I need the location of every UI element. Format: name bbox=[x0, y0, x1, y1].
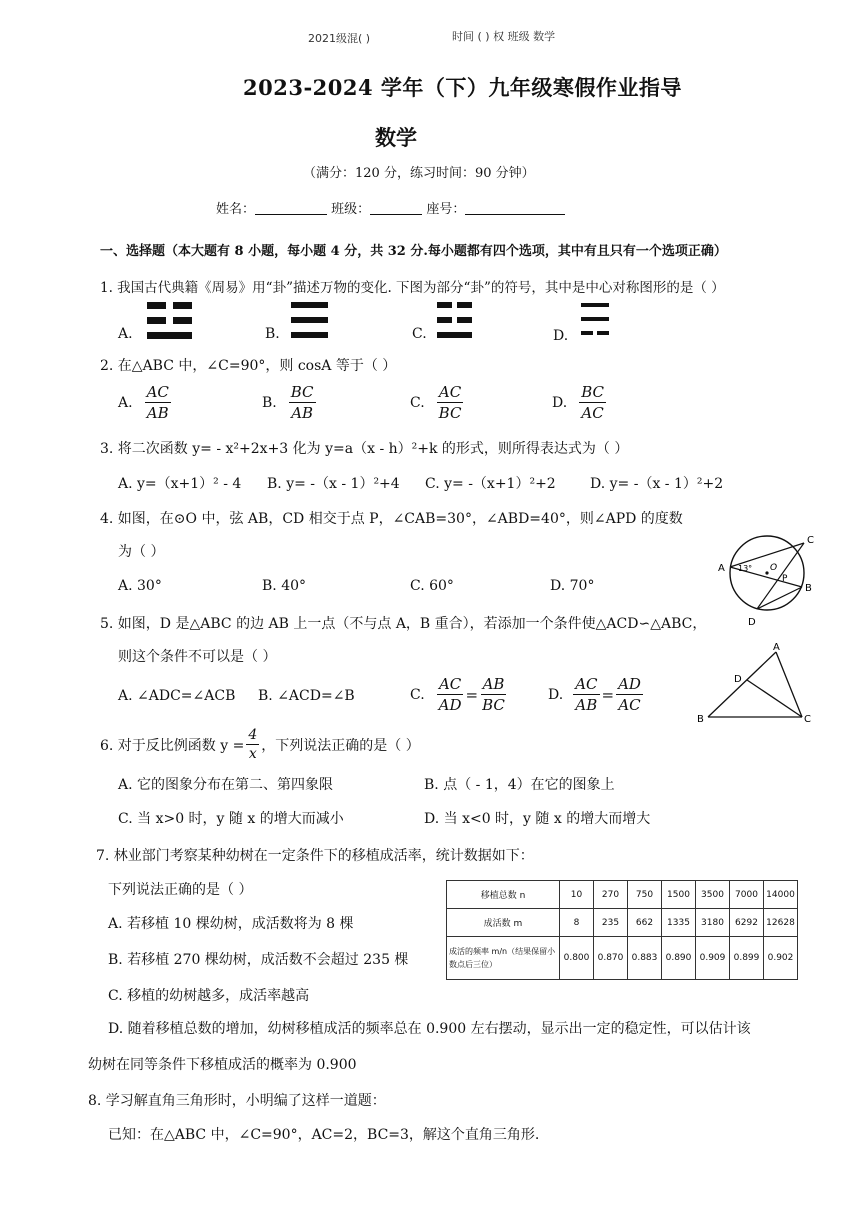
q7-sub: 下列说法正确的是（ ） bbox=[108, 882, 253, 898]
denominator: AD bbox=[438, 696, 462, 714]
table-cell: 1500 bbox=[662, 881, 696, 909]
segment-cd bbox=[747, 680, 802, 717]
q2-stem: 2. 在△ABC 中，∠C=90°，则 cosA 等于（ ） bbox=[100, 358, 397, 374]
denominator: AB bbox=[575, 696, 598, 714]
q3-option-d[interactable]: D. y= -（x - 1）²+2 bbox=[590, 476, 724, 492]
table-cell: 0.902 bbox=[764, 937, 798, 980]
q1-label-c: C. bbox=[412, 326, 427, 342]
numerator: AD bbox=[618, 675, 641, 693]
q5-stem-cont: 则这个条件不可以是（ ） bbox=[118, 649, 277, 665]
numerator: AB bbox=[482, 675, 505, 693]
q2-fraction-d bbox=[579, 382, 606, 423]
q8-sub: 已知：在△ABC 中，∠C=90°，AC=2，BC=3，解这个直角三角形. bbox=[108, 1127, 540, 1143]
denominator: BC bbox=[438, 404, 462, 422]
q2-fraction-c bbox=[437, 382, 464, 423]
class-blank bbox=[370, 202, 422, 215]
table-cell: 0.883 bbox=[628, 937, 662, 980]
q2-label-b: B. bbox=[262, 394, 277, 411]
side-ab bbox=[708, 652, 776, 717]
q1-label-a: A. bbox=[118, 326, 133, 342]
q4-circle-figure bbox=[712, 525, 817, 630]
table-cell: 6292 bbox=[730, 909, 764, 937]
equals-sign: = bbox=[465, 685, 479, 704]
q2-option-d[interactable] bbox=[552, 382, 608, 423]
label-p: P bbox=[782, 574, 788, 584]
table-row bbox=[447, 881, 798, 909]
label-o: O bbox=[770, 563, 778, 573]
q5-triangle-figure bbox=[690, 640, 815, 730]
label-d: D bbox=[734, 674, 742, 685]
q5-label-d: D. bbox=[548, 686, 564, 703]
table-cell: 0.800 bbox=[560, 937, 594, 980]
q1-figure-b-trigram bbox=[291, 300, 329, 344]
q2-option-c[interactable] bbox=[410, 382, 465, 423]
name-label: 姓名： bbox=[216, 202, 256, 217]
q6-option-d[interactable]: D. 当 x<0 时，y 随 x 的增大而增大 bbox=[424, 811, 651, 827]
table-cell: 235 bbox=[594, 909, 628, 937]
q5-fraction-d-left bbox=[573, 674, 599, 715]
q6-option-a[interactable]: A. 它的图象分布在第二、第四象限 bbox=[118, 777, 334, 793]
numerator: 4 bbox=[248, 727, 258, 743]
student-info-row bbox=[216, 198, 565, 217]
q2-label-d: D. bbox=[552, 394, 568, 411]
side-ac bbox=[776, 652, 802, 717]
denominator: AC bbox=[581, 404, 604, 422]
q2-option-b[interactable] bbox=[262, 382, 318, 423]
table-cell: 750 bbox=[628, 881, 662, 909]
header-left: 2021级混( ) bbox=[308, 32, 371, 45]
row-label-survived: 成活数 m bbox=[447, 909, 560, 937]
q7-option-d-cont: 幼树在同等条件下移植成活的概率为 0.900 bbox=[88, 1057, 357, 1073]
q6-option-c[interactable]: C. 当 x>0 时，y 随 x 的增大而减小 bbox=[118, 811, 344, 827]
q7-stem: 7. 林业部门考察某种幼树在一定条件下的移植成活率，统计数据如下： bbox=[96, 848, 534, 864]
q5-stem: 5. 如图，D 是△ABC 的边 AB 上一点（不与点 A，B 重合），若添加一个条件使△ACD∽△ABC， bbox=[100, 616, 707, 632]
q1-label-d: D. bbox=[553, 328, 569, 344]
label-a: A bbox=[773, 642, 780, 653]
table-cell: 8 bbox=[560, 909, 594, 937]
table-cell: 1335 bbox=[662, 909, 696, 937]
angle-label: 13° bbox=[738, 564, 753, 573]
q2-option-a[interactable] bbox=[118, 382, 173, 423]
q4-stem: 4. 如图，在⊙O 中，弦 AB，CD 相交于点 P，∠CAB=30°，∠ABD=40°，则∠APD 的度数 bbox=[100, 511, 683, 527]
numerator: BC bbox=[290, 383, 314, 401]
q5-option-a[interactable]: A. ∠ADC=∠ACB bbox=[118, 688, 236, 704]
table-row bbox=[447, 909, 798, 937]
row-label-total: 移植总数 n bbox=[447, 881, 560, 909]
page-title: 2023-2024 学年（下）九年级寒假作业指导 bbox=[243, 75, 682, 100]
table-cell: 10 bbox=[560, 881, 594, 909]
center-dot bbox=[765, 571, 768, 574]
row-label-rate: 成活的频率 m/n（结果保留小数点后三位） bbox=[447, 937, 560, 980]
q7-option-c[interactable]: C. 移植的幼树越多，成活率越高 bbox=[108, 988, 310, 1004]
q7-option-d[interactable]: D. 随着移植总数的增加，幼树移植成活的频率总在 0.900 左右摆动，显示出一定的稳定性，可以估计该 bbox=[108, 1021, 751, 1037]
table-cell: 662 bbox=[628, 909, 662, 937]
label-a: A bbox=[718, 563, 725, 574]
q3-option-a[interactable]: A. y=（x+1）² - 4 bbox=[118, 476, 242, 492]
chord-bd bbox=[757, 587, 802, 609]
table-cell: 3180 bbox=[696, 909, 730, 937]
q3-option-b[interactable]: B. y= -（x - 1）²+4 bbox=[267, 476, 400, 492]
table-cell: 270 bbox=[594, 881, 628, 909]
q6-stem-pre: 6. 对于反比例函数 y = bbox=[100, 737, 245, 754]
numerator: AC bbox=[575, 675, 598, 693]
equals-sign: = bbox=[601, 685, 615, 704]
numerator: AC bbox=[438, 383, 462, 401]
header-right: 时间 ( ) 权 班级 数学 bbox=[452, 30, 556, 43]
denominator: AC bbox=[618, 696, 641, 714]
table-cell: 0.890 bbox=[662, 937, 696, 980]
q5-fraction-c-right bbox=[480, 674, 507, 715]
denominator: AB bbox=[146, 404, 169, 422]
q3-option-c[interactable]: C. y= -（x+1）²+2 bbox=[425, 476, 556, 492]
q5-label-c: C. bbox=[410, 686, 425, 703]
seat-label: 座号： bbox=[426, 202, 466, 217]
q6-stem-post: ，下列说法正确的是（ ） bbox=[261, 737, 420, 754]
q6-stem bbox=[100, 726, 420, 763]
q4-stem-cont: 为（ ） bbox=[118, 544, 165, 560]
seat-blank bbox=[465, 202, 565, 215]
table-cell: 12628 bbox=[764, 909, 798, 937]
q5-option-c[interactable] bbox=[410, 674, 509, 715]
table-cell: 3500 bbox=[696, 881, 730, 909]
q4-option-c[interactable]: C. 60° bbox=[410, 578, 454, 594]
label-d: D bbox=[748, 617, 756, 628]
table-cell: 7000 bbox=[730, 881, 764, 909]
q1-figure-c-trigram bbox=[437, 300, 473, 344]
table-cell: 0.870 bbox=[594, 937, 628, 980]
q8-stem: 8. 学习解直角三角形时，小明编了这样一道题： bbox=[88, 1093, 386, 1109]
label-c: C bbox=[804, 714, 811, 725]
q5-fraction-c-left bbox=[437, 674, 464, 715]
q1-figure-d-trigram bbox=[581, 300, 611, 344]
q1-stem: 1. 我国古代典籍《周易》用“卦”描述万物的变化. 下图为部分“卦”的符号，其中是中心对称图形的是（ ） bbox=[100, 280, 725, 296]
q7-option-a[interactable]: A. 若移植 10 棵幼树，成活数将为 8 棵 bbox=[108, 916, 354, 932]
q2-fraction-a bbox=[145, 382, 171, 423]
q1-figure-a-trigram bbox=[147, 300, 193, 344]
section-1-heading: 一、选择题（本大题有 8 小题，每小题 4 分，共 32 分.每小题都有四个选项，其中有且只有一个选项正确） bbox=[100, 244, 727, 259]
denominator: BC bbox=[482, 696, 505, 714]
numerator: AC bbox=[438, 675, 462, 693]
q1-label-b: B. bbox=[265, 326, 280, 342]
table-row bbox=[447, 937, 798, 980]
table-cell: 0.909 bbox=[696, 937, 730, 980]
q7-data-table bbox=[446, 880, 798, 980]
q5-fraction-d-right bbox=[616, 674, 643, 715]
label-c: C bbox=[807, 535, 814, 546]
q6-fraction bbox=[246, 726, 259, 763]
q2-label-a: A. bbox=[118, 394, 133, 411]
table-cell: 0.899 bbox=[730, 937, 764, 980]
subject-title: 数学 bbox=[375, 125, 417, 150]
q4-option-a[interactable]: A. 30° bbox=[118, 578, 162, 594]
denominator: AB bbox=[291, 404, 314, 422]
q6-option-b[interactable]: B. 点（ - 1，4）在它的图象上 bbox=[424, 777, 615, 793]
q4-option-d[interactable]: D. 70° bbox=[550, 578, 595, 594]
label-b: B bbox=[697, 714, 704, 725]
denominator: x bbox=[248, 746, 257, 762]
q2-fraction-b bbox=[289, 382, 316, 423]
label-b: B bbox=[805, 583, 812, 594]
name-blank bbox=[255, 202, 327, 215]
class-label: 班级： bbox=[331, 202, 371, 217]
q7-option-b[interactable]: B. 若移植 270 棵幼树，成活数不会超过 235 棵 bbox=[108, 952, 409, 968]
table-cell: 14000 bbox=[764, 881, 798, 909]
numerator: AC bbox=[146, 383, 169, 401]
q5-option-d[interactable] bbox=[548, 674, 645, 715]
q2-label-c: C. bbox=[410, 394, 425, 411]
numerator: BC bbox=[581, 383, 604, 401]
q4-option-b[interactable]: B. 40° bbox=[262, 578, 307, 594]
q5-option-b[interactable]: B. ∠ACD=∠B bbox=[258, 688, 355, 704]
score-time: （满分：120 分，练习时间：90 分钟） bbox=[303, 166, 535, 181]
q3-stem: 3. 将二次函数 y= - x²+2x+3 化为 y=a（x - h）²+k 的形式，则所得表达式为（ ） bbox=[100, 441, 629, 457]
